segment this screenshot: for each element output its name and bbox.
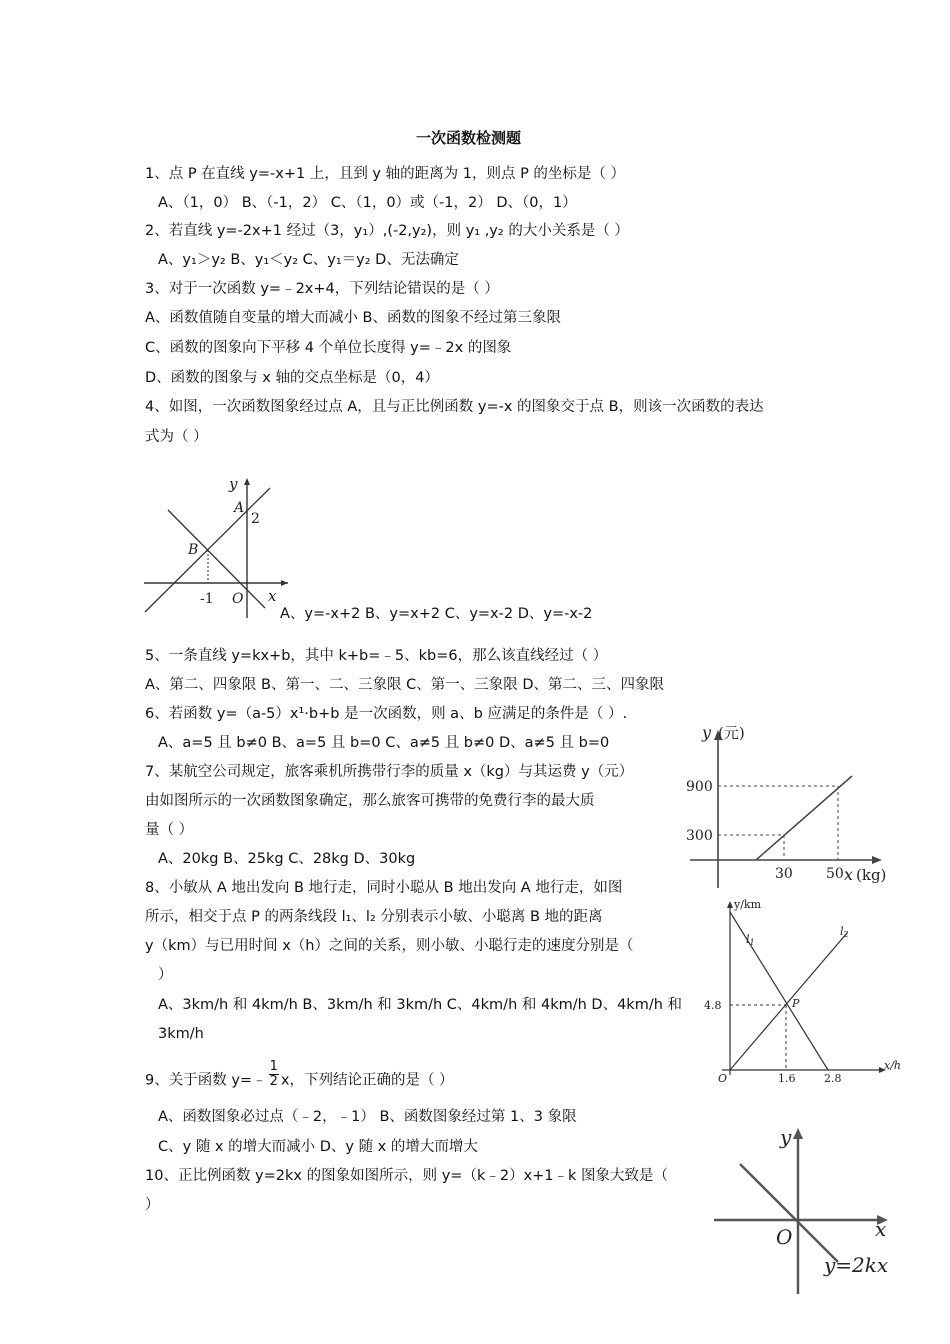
- figure-q10: [708, 1122, 898, 1297]
- fig8-label-16: 1.6: [778, 1072, 796, 1085]
- fig8-label-28: 2.8: [824, 1072, 842, 1085]
- fig7-y-unit: (元): [718, 724, 745, 742]
- fig7-label-50: 50: [826, 866, 844, 882]
- question-5-options: A、第二、四象限 B、第一、二、三象限 C、第一、三象限 D、第二、三、四象限: [145, 677, 664, 693]
- fig4-label-neg1: -1: [200, 591, 214, 607]
- fig8-x-label: x/h: [884, 1059, 901, 1072]
- fig7-label-30: 30: [775, 866, 793, 882]
- question-7-options: A、20kg B、25kg C、28kg D、30kg: [158, 851, 416, 867]
- fig7-label-900: 900: [686, 779, 713, 795]
- fig4-point-a: A: [234, 500, 245, 516]
- question-6-options: A、a=5 且 b≠0 B、a=5 且 b=0 C、a≠5 且 b≠0 D、a≠5 且 b=0: [158, 735, 610, 751]
- fig8-y-label: y/km: [734, 898, 762, 911]
- question-6: 6、若函数 y=（a-5）x¹·b+b 是一次函数，则 a、b 应满足的条件是（ ）.: [145, 706, 628, 722]
- fig4-point-b: B: [188, 542, 199, 558]
- question-3-option-d: D、函数的图象与 x 轴的交点坐标是（0，4）: [145, 370, 439, 386]
- page-title: 一次函数检测题: [416, 129, 522, 147]
- question-2-options: A、y₁＞y₂ B、y₁＜y₂ C、y₁＝y₂ D、无法确定: [158, 252, 459, 268]
- figure-q8: [700, 895, 910, 1085]
- fig4-origin: O: [232, 591, 244, 607]
- question-8-cont3: ）: [158, 967, 173, 983]
- question-4-cont: 式为（ ）: [145, 429, 208, 445]
- question-9-option-cd: C、y 随 x 的增大而减小 D、y 随 x 的增大而增大: [158, 1139, 478, 1155]
- fig7-x-unit: (kg): [856, 866, 887, 884]
- fig8-label-48: 4.8: [704, 999, 722, 1012]
- fraction-one-half: $\frac{1}{2}$: [269, 1059, 278, 1089]
- question-8: 8、小敏从 A 地出发向 B 地行走，同时小聪从 B 地出发向 A 地行走，如图: [145, 880, 623, 896]
- figure-q7: [680, 718, 895, 893]
- question-5: 5、一条直线 y=kx+b，其中 k+b=﹣5、kb=6，那么该直线经过（ ）: [145, 648, 608, 664]
- question-3-option-ab: A、函数值随自变量的增大而减小 B、函数的图象不经过第三象限: [145, 310, 561, 326]
- fig4-x-label: x: [268, 587, 277, 605]
- question-4: 4、如图，一次函数图象经过点 A，且与正比例函数 y=-x 的图象交于点 B，则该一次函数的表达: [145, 399, 764, 415]
- question-9: 9、关于函数 y=﹣ $\frac{1}{2}$ x，下列结论正确的是（ ）: [145, 1059, 454, 1089]
- fig10-equation: y=2kx: [824, 1253, 889, 1277]
- question-9-option-ab: A、函数图象必过点（﹣2，﹣1） B、函数图象经过第 1、3 象限: [158, 1109, 577, 1125]
- question-8-cont2: y（km）与已用时间 x（h）之间的关系，则小敏、小聪行走的速度分别是（: [145, 938, 634, 954]
- fig8-origin: O: [718, 1072, 728, 1085]
- question-10: 10、正比例函数 y=2kx 的图象如图所示，则 y=（k﹣2）x+1﹣k 图象大致是（: [145, 1168, 669, 1184]
- question-3: 3、对于一次函数 y=﹣2x+4，下列结论错误的是（ ）: [145, 281, 499, 297]
- question-1-options: A、（1，0） B、（-1，2） C、（1，0）或（-1，2） D、（0，1）: [158, 195, 577, 211]
- question-7: 7、某航空公司规定，旅客乘机所携带行李的质量 x（kg）与其运费 y（元）: [145, 764, 634, 780]
- fig8-point-p: P: [792, 997, 800, 1010]
- question-8-options: A、3km/h 和 4km/h B、3km/h 和 3km/h C、4km/h 和 4km/h D、4km/h 和: [158, 997, 683, 1013]
- question-7-cont: 由如图所示的一次函数图象确定，那么旅客可携带的免费行李的最大质: [145, 793, 595, 809]
- question-3-option-c: C、函数的图象向下平移 4 个单位长度得 y=﹣2x 的图象: [145, 340, 512, 356]
- fig10-origin: O: [776, 1225, 793, 1249]
- fig4-y-label: y: [229, 475, 238, 493]
- question-2: 2、若直线 y=-2x+1 经过（3，y₁）,(-2,y₂)，则 y₁ ,y₂ 的大小关系是（ ）: [145, 223, 629, 239]
- question-7-cont2: 量（ ）: [145, 822, 194, 838]
- fig7-x-label: x: [844, 865, 854, 884]
- question-8-cont: 所示，相交于点 P 的两条线段 l₁、l₂ 分别表示小敏、小聪离 B 地的距离: [145, 909, 603, 925]
- fig7-label-300: 300: [686, 828, 713, 844]
- fig10-x-label: x: [875, 1217, 887, 1241]
- fig4-label-2: 2: [251, 511, 260, 527]
- fig7-y-label: y: [702, 723, 712, 742]
- fig10-y-label: y: [780, 1125, 792, 1149]
- fig8-line-l1: l1: [746, 933, 755, 947]
- question-8-options-cont: 3km/h: [158, 1026, 204, 1042]
- fig8-line-l2: l2: [840, 925, 849, 939]
- question-4-options: A、y=-x+2 B、y=x+2 C、y=x-2 D、y=-x-2: [280, 606, 593, 622]
- question-1: 1、点 P 在直线 y=-x+1 上，且到 y 轴的距离为 1，则点 P 的坐标是（ ）: [145, 166, 626, 182]
- figure-q4: [140, 470, 290, 620]
- question-10-cont: ）: [145, 1197, 160, 1213]
